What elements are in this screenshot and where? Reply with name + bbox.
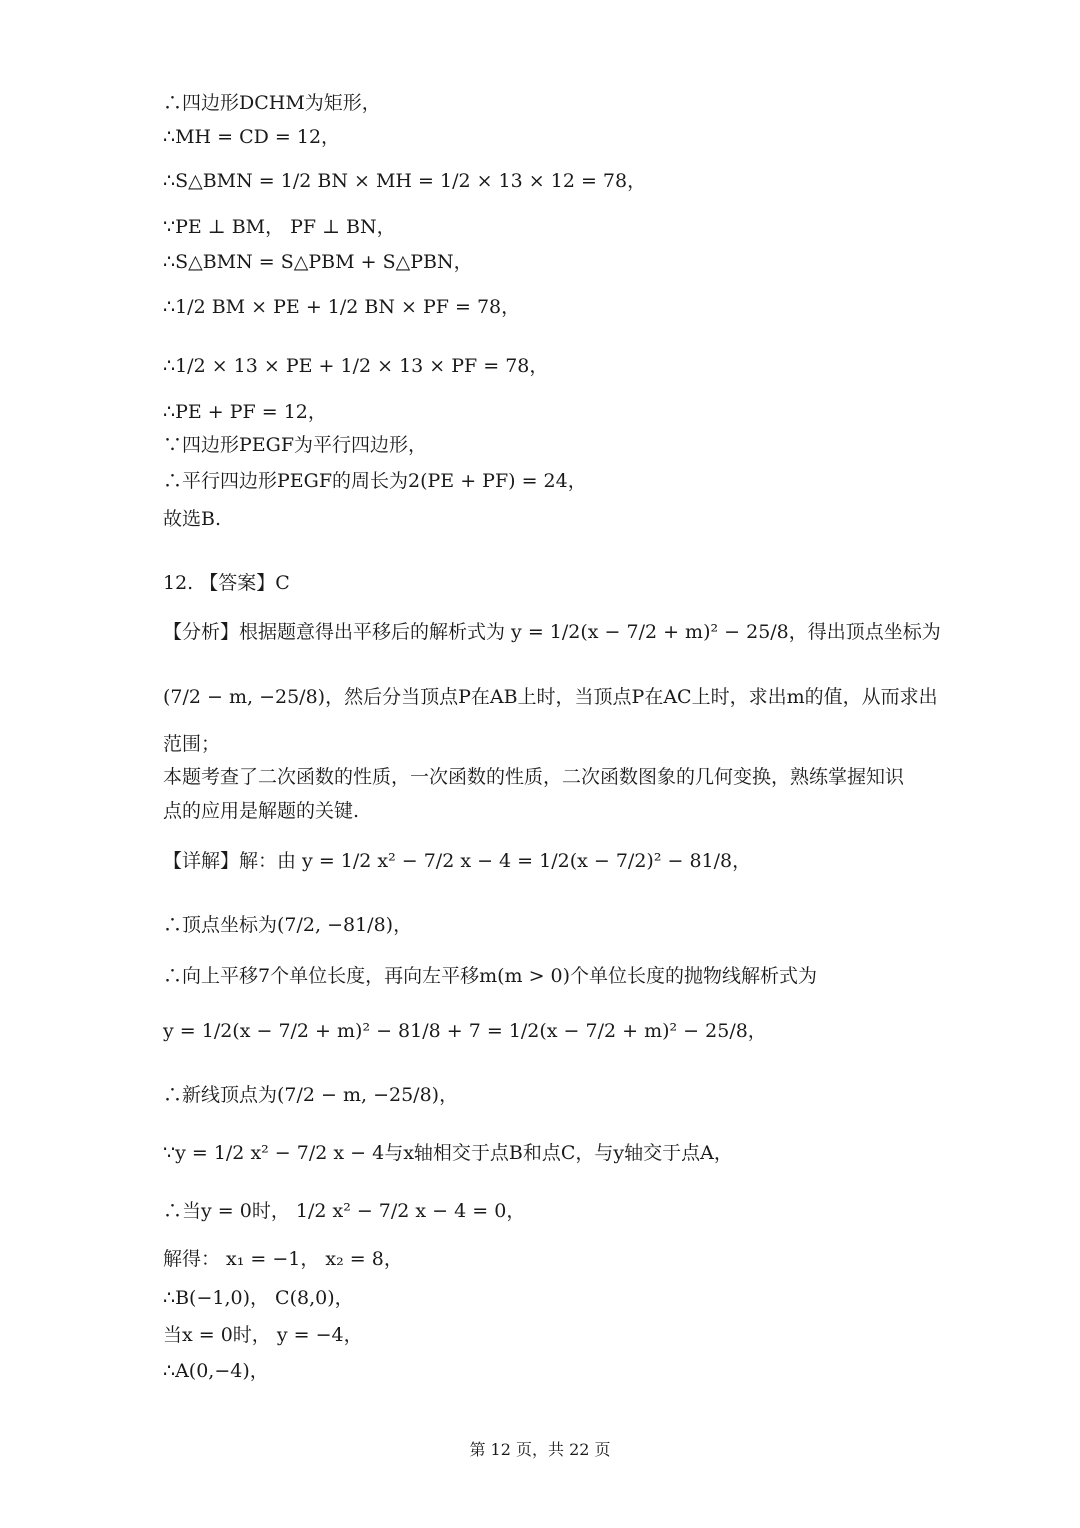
detail-line: ∴新线顶点为(7/2 − m, −25/8)， bbox=[163, 1084, 459, 1106]
detail-line: 当x = 0时， y = −4， bbox=[163, 1324, 363, 1346]
text-line: ∴1/2 × 13 × PE + 1/2 × 13 × PF = 78， bbox=[163, 355, 549, 377]
analysis-line: 点的应用是解题的关键. bbox=[163, 800, 360, 822]
detail-line: ∴A(0,−4)， bbox=[163, 1360, 269, 1382]
text-line: ∴MH = CD = 12， bbox=[163, 126, 341, 148]
answer-heading: 12. 【答案】C bbox=[163, 572, 290, 594]
text-line: ∴S△BMN = S△PBM + S△PBN， bbox=[163, 251, 473, 273]
page-footer: 第 12 页，共 22 页 bbox=[469, 1440, 611, 1459]
detail-line: 【详解】解：由 y = 1/2 x² − 7/2 x − 4 = 1/2(x − 7/2)² − 81/8， bbox=[163, 850, 752, 872]
text-line: ∵PE ⊥ BM， PF ⊥ BN， bbox=[163, 216, 396, 238]
detail-line: ∵y = 1/2 x² − 7/2 x − 4与x轴相交于点B和点C，与y轴交于点A， bbox=[163, 1142, 733, 1164]
text-line: ∵四边形PEGF为平行四边形， bbox=[163, 434, 428, 456]
detail-line: 解得： x₁ = −1， x₂ = 8， bbox=[163, 1248, 403, 1270]
detail-line: y = 1/2(x − 7/2 + m)² − 81/8 + 7 = 1/2(x − 7/2 + m)² − 25/8， bbox=[163, 1020, 767, 1042]
detail-line: ∴B(−1,0)， C(8,0)， bbox=[163, 1287, 354, 1309]
text-line: ∴S△BMN = 1/2 BN × MH = 1/2 × 13 × 12 = 78， bbox=[163, 170, 647, 192]
text-line: ∴PE + PF = 12， bbox=[163, 401, 327, 423]
text-line: ∴1/2 BM × PE + 1/2 BN × PF = 78， bbox=[163, 296, 521, 318]
analysis-line: 范围； bbox=[163, 733, 221, 755]
analysis-line: (7/2 − m, −25/8)，然后分当顶点P在AB上时，当顶点P在AC上时，求出m的值，从而求出 bbox=[163, 686, 938, 708]
text-line: 故选B. bbox=[163, 508, 222, 530]
analysis-line: 【分析】根据题意得出平移后的解析式为 y = 1/2(x − 7/2 + m)² − 25/8，得出顶点坐标为 bbox=[163, 621, 941, 643]
detail-line: ∴当y = 0时， 1/2 x² − 7/2 x − 4 = 0， bbox=[163, 1200, 526, 1222]
text-line: ∴平行四边形PEGF的周长为2(PE + PF) = 24， bbox=[163, 470, 587, 492]
analysis-line: 本题考查了二次函数的性质，一次函数的性质，二次函数图象的几何变换，熟练掌握知识 bbox=[163, 766, 905, 788]
text-line: ∴四边形DCHM为矩形， bbox=[163, 92, 381, 114]
detail-line: ∴顶点坐标为(7/2, −81/8)， bbox=[163, 914, 413, 936]
detail-line: ∴向上平移7个单位长度，再向左平移m(m > 0)个单位长度的抛物线解析式为 bbox=[163, 965, 818, 987]
